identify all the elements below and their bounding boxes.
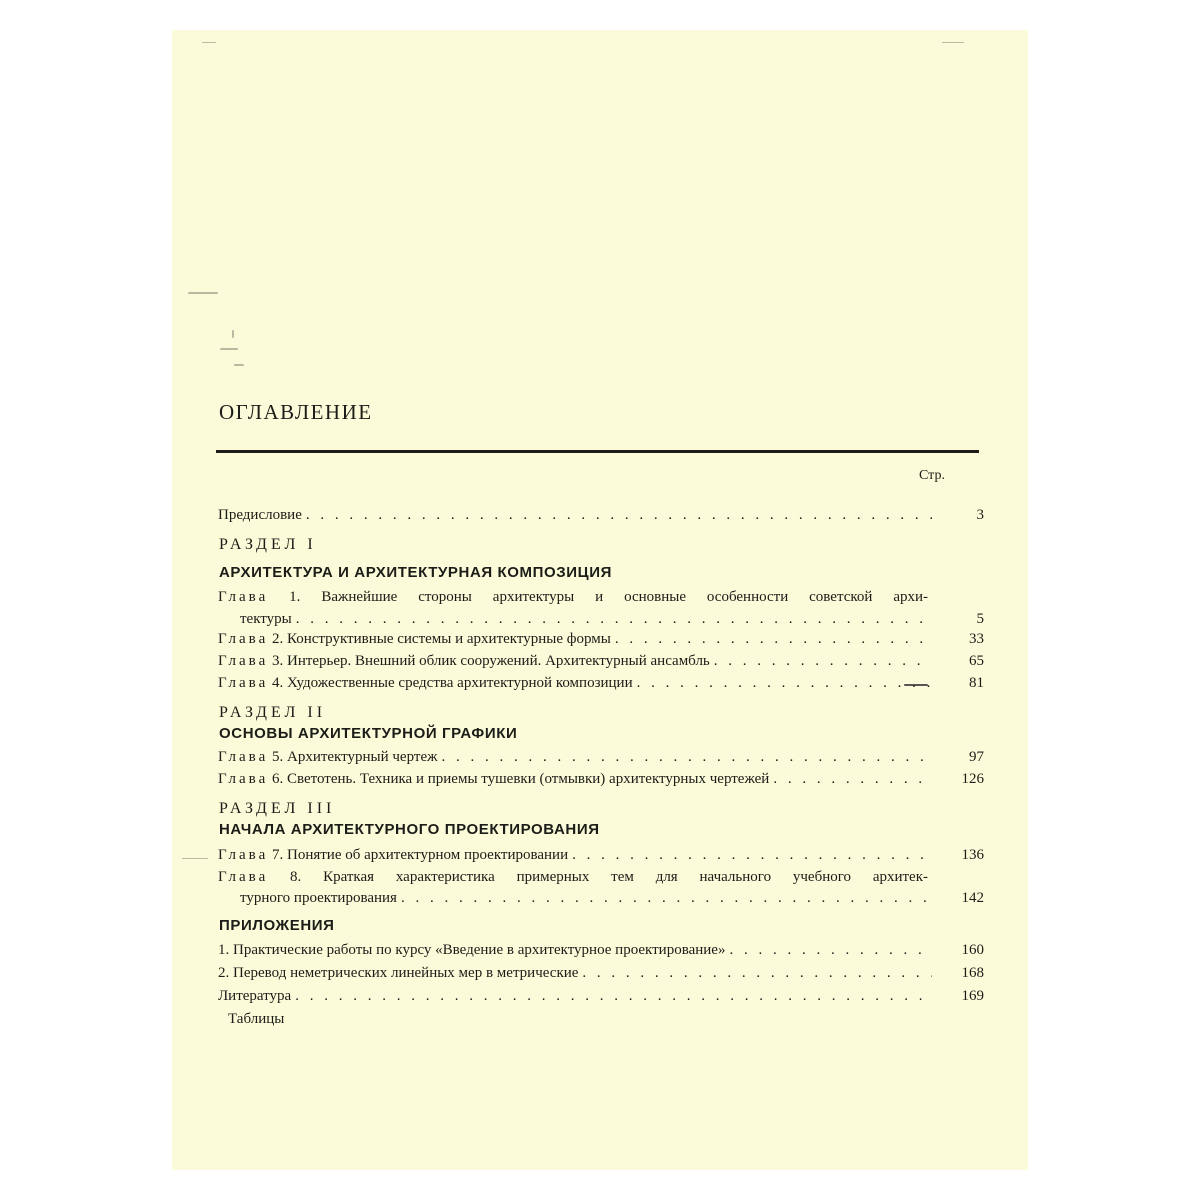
toc-entry-chapter-1 — [240, 610, 984, 628]
toc-entry-page: 136 — [961, 847, 984, 863]
toc-entry-chapter-8-line1 — [218, 868, 928, 886]
toc-entry-page: 3 — [976, 507, 984, 523]
toc-entry-chapter-7 — [218, 846, 984, 864]
scan-speck — [234, 364, 244, 366]
toc-entry-label: 6. Светотень. Техника и приемы тушевки (отмывки) архитектурных чертежей — [271, 771, 770, 787]
toc-entry-appendix-1 — [218, 941, 984, 959]
toc-entry-page: 168 — [961, 965, 984, 981]
toc-entry-preface — [218, 506, 984, 524]
toc-entry-label: 7. Понятие об архитектурном проектировании — [271, 847, 569, 863]
title-rule — [216, 450, 979, 453]
toc-entry-page: 126 — [961, 771, 984, 787]
toc-entry-page: 97 — [969, 749, 984, 765]
dot-leader — [773, 770, 932, 788]
toc-entry-label: 4. Художественные средства архитектурной композиции — [271, 675, 633, 691]
toc-entry-label: 2. Конструктивные системы и архитектурные формы — [271, 631, 611, 647]
dot-leader — [572, 846, 932, 864]
dot-leader — [441, 748, 932, 766]
dot-leader — [306, 506, 932, 524]
section-heading: ОСНОВЫ АРХИТЕКТУРНОЙ ГРАФИКИ — [219, 725, 518, 742]
chapter-prefix: Глава — [218, 771, 269, 787]
chapter-prefix: Глава — [218, 675, 269, 691]
scan-speck — [220, 348, 238, 350]
scan-speck — [182, 858, 208, 859]
toc-entry-page: 160 — [961, 942, 984, 958]
toc-entry-page: 142 — [961, 890, 984, 906]
toc-entry-label: 1. Важнейшие стороны архитектуры и основные особенности советской архи- — [289, 589, 929, 605]
toc-entry-chapter-6 — [218, 770, 984, 788]
scan-speck — [232, 330, 234, 338]
toc-entry-chapter-5 — [218, 748, 984, 766]
dot-leader — [295, 987, 932, 1005]
dot-leader — [729, 941, 932, 959]
chapter-prefix: Глава — [218, 749, 269, 765]
chapter-prefix: Глава — [218, 653, 269, 669]
toc-entry-chapter-2 — [218, 630, 984, 648]
toc-entry-label: 2. Перевод неметрических линейных мер в метрические — [218, 965, 579, 981]
chapter-prefix: Глава — [218, 631, 269, 647]
toc-entry-label: Литература — [218, 988, 292, 1004]
dot-leader — [582, 964, 932, 982]
toc-entry-appendix-2 — [218, 964, 984, 982]
toc-entry-label: Предисловие — [218, 507, 302, 523]
section-name: РАЗДЕЛ I — [219, 536, 317, 553]
toc-entry-label: 8. Краткая характеристика примерных тем для начального учебного архитек- — [290, 869, 928, 885]
chapter-prefix: Глава — [218, 589, 269, 605]
toc-entry-literature — [218, 987, 984, 1005]
chapter-prefix: Глава — [218, 847, 269, 863]
toc-entry-chapter-4 — [218, 674, 984, 692]
toc-entry-tables — [228, 1010, 994, 1028]
toc-entry-page: 5 — [976, 611, 984, 627]
toc-entry-chapter-8 — [240, 889, 984, 907]
page-column-label: Стр. — [919, 468, 945, 483]
toc-entry-chapter-1-line1 — [218, 588, 928, 606]
dot-leader — [401, 889, 932, 907]
toc-entry-label: 5. Архитектурный чертеж — [271, 749, 438, 765]
toc-entry-label-continued: тектуры — [240, 611, 292, 627]
toc-entry-label: Таблицы — [228, 1011, 285, 1027]
toc-entry-label: 1. Практические работы по курсу «Введение в архитектурное проектирование» — [218, 942, 726, 958]
section-name: РАЗДЕЛ III — [219, 800, 336, 817]
scan-speck — [942, 42, 964, 43]
toc-entry-chapter-3 — [218, 652, 984, 670]
dot-leader — [637, 674, 932, 692]
dot-leader — [714, 652, 932, 670]
appendix-heading: ПРИЛОЖЕНИЯ — [219, 917, 335, 934]
toc-entry-label: 3. Интерьер. Внешний облик сооружений. Архитектурный ансамбль — [271, 653, 710, 669]
page-title: ОГЛАВЛЕНИЕ — [219, 400, 373, 424]
section-heading: АРХИТЕКТУРА И АРХИТЕКТУРНАЯ КОМПОЗИЦИЯ — [219, 564, 613, 581]
toc-entry-page: 33 — [969, 631, 984, 647]
section-name: РАЗДЕЛ II — [219, 704, 327, 721]
scan-speck — [202, 42, 216, 43]
section-heading: НАЧАЛА АРХИТЕКТУРНОГО ПРОЕКТИРОВАНИЯ — [219, 821, 600, 838]
toc-entry-page: 81 — [969, 675, 984, 691]
toc-entry-label-continued: турного проектирования — [240, 890, 397, 906]
scan-speck — [188, 292, 218, 294]
dot-leader — [615, 630, 932, 648]
toc-entry-page: 169 — [961, 988, 984, 1004]
dot-leader — [296, 610, 932, 628]
toc-entry-page: 65 — [969, 653, 984, 669]
chapter-prefix: Глава — [218, 869, 269, 885]
